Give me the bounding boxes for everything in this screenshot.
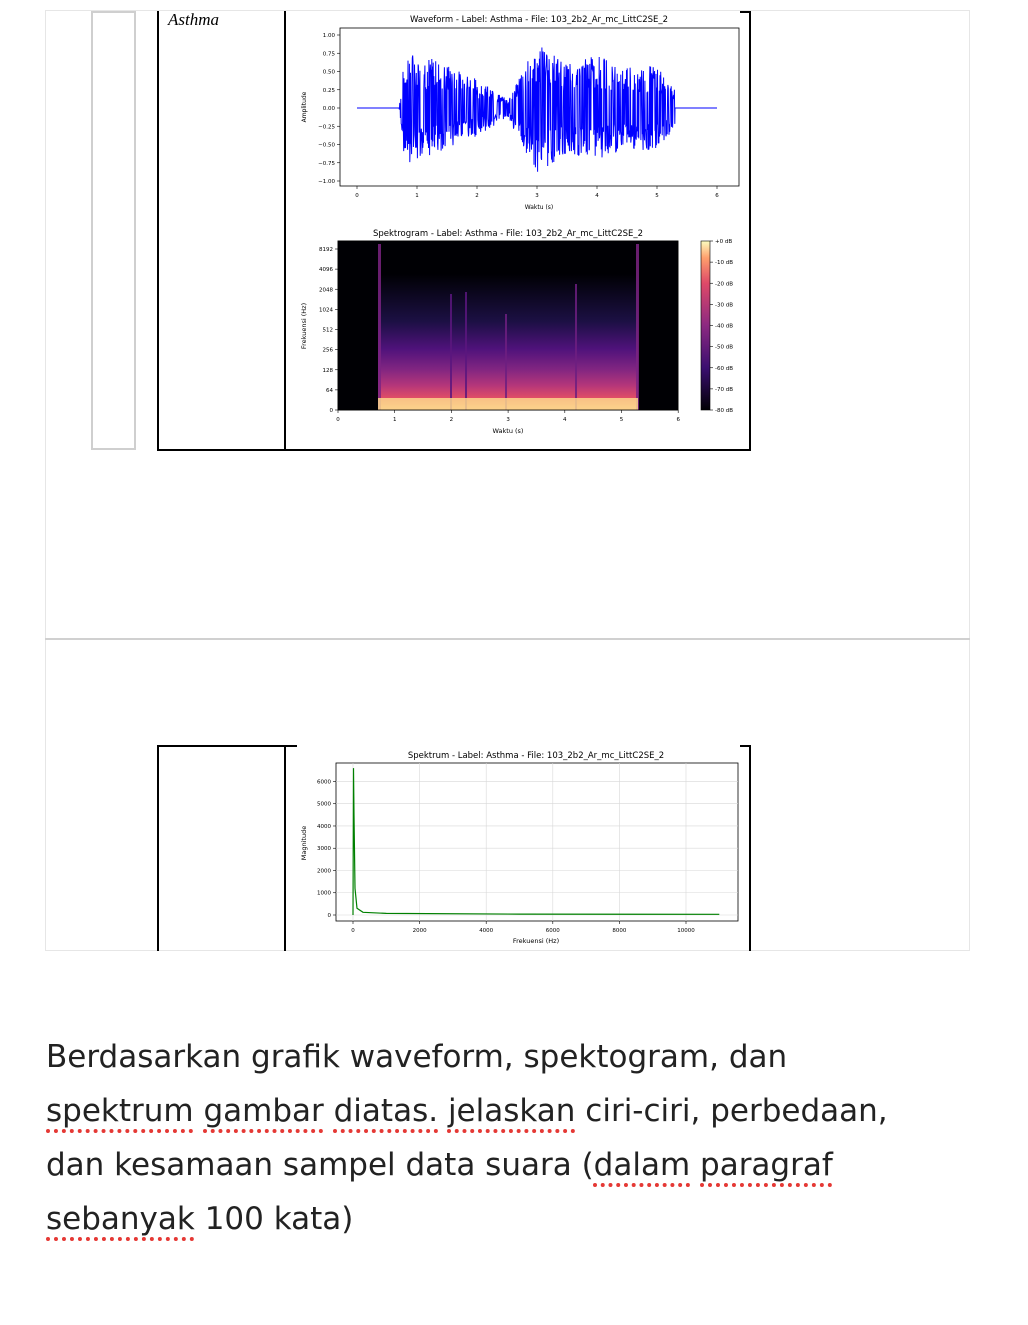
axis-label: Waktu (s) (492, 427, 524, 435)
table-border (157, 745, 159, 951)
misspelled-word[interactable]: jelaskan (447, 1093, 576, 1129)
x-axis-tick-label: 2 (475, 193, 479, 199)
question-fragment: dan kesamaan sampel data suara ( (46, 1147, 594, 1183)
colorbar-tick-label: -40 dB (715, 323, 733, 330)
axis-label: Amplitude (301, 91, 308, 123)
x-axis-tick-label: 6000 (545, 928, 560, 934)
y-axis-tick-label: 256 (322, 347, 333, 354)
y-axis-tick-label: 0.75 (322, 51, 335, 58)
x-axis-tick-label: 1 (392, 417, 397, 423)
spectrogram-active-region (378, 274, 638, 410)
y-axis-tick-label: 8192 (319, 247, 333, 253)
misspelled-word[interactable]: paragraf (700, 1147, 833, 1183)
x-axis-tick-label: 3 (535, 193, 539, 199)
y-axis-tick-label: 1.00 (322, 33, 335, 39)
spectrogram-streak (465, 292, 467, 410)
spectrogram-streak (450, 294, 452, 410)
page-divider (45, 638, 970, 640)
x-axis-tick-label: 0 (351, 928, 355, 934)
colorbar-tick-label: -10 dB (715, 260, 733, 267)
question-fragment: 100 kata) (194, 1201, 354, 1237)
y-axis-tick-label: 3000 (317, 846, 331, 853)
question-text (46, 1030, 986, 1246)
y-axis-tick-label: 4096 (319, 267, 333, 274)
chart-title: Waveform - Label: Asthma - File: 103_2b2_Ar_mc_LittC2SE_2 (409, 15, 669, 25)
x-axis-tick-label: 10000 (677, 928, 695, 934)
colorbar-tick-label: -80 dB (715, 408, 733, 414)
misspelled-word[interactable]: gambar (203, 1093, 324, 1129)
y-axis-tick-label: −0.75 (318, 160, 335, 167)
x-axis-tick-label: 5 (619, 417, 624, 423)
spectrum-chart (290, 745, 750, 950)
colorbar-tick-label: -50 dB (715, 344, 733, 351)
spectrogram-streak (575, 284, 577, 410)
y-axis-tick-label: 0 (327, 913, 331, 919)
x-axis-tick-label: 4000 (479, 928, 494, 934)
colorbar-tick-label: -20 dB (715, 281, 733, 288)
y-axis-tick-label: 64 (326, 387, 333, 394)
table-border (157, 449, 751, 451)
x-axis-tick-label: 3 (506, 417, 510, 423)
y-axis-tick-label: −0.25 (318, 124, 335, 131)
chart-title: Spektrum - Label: Asthma - File: 103_2b2_Ar_mc_LittC2SE_2 (407, 751, 665, 761)
row-label: Asthma (168, 10, 219, 29)
spectrogram-streak (636, 244, 639, 410)
y-axis-tick-label: 0.25 (322, 87, 335, 94)
x-axis-tick-label: 0 (355, 193, 359, 199)
axis-label: Frekuensi (Hz) (512, 937, 560, 945)
y-axis-tick-label: 0 (329, 408, 333, 414)
y-axis-tick-label: 0.50 (322, 69, 335, 76)
chart-title: Spektrogram - Label: Asthma - File: 103_2b2_Ar_mc_LittC2SE_2 (372, 229, 644, 239)
spectrogram-streak (378, 244, 381, 410)
waveform-chart (290, 12, 750, 212)
y-axis-tick-label: 6000 (317, 779, 331, 786)
colorbar-tick-label: -60 dB (715, 365, 733, 372)
x-axis-tick-label: 1 (415, 193, 419, 199)
x-axis-tick-label: 8000 (612, 928, 627, 934)
axis-label: Magnitude (300, 825, 308, 861)
table-border (157, 11, 159, 451)
y-axis-tick-label: 2048 (319, 287, 333, 294)
spectrogram-streak (505, 314, 507, 410)
y-axis-tick-label: 512 (322, 327, 333, 334)
spectrogram-lowband (378, 398, 638, 410)
table-gray-cell (91, 11, 136, 450)
y-axis-tick-label: 4000 (317, 823, 331, 830)
x-axis-tick-label: 2000 (412, 928, 427, 934)
y-axis-tick-label: 2000 (317, 868, 331, 875)
colorbar (701, 241, 710, 410)
colorbar-tick-label: +0 dB (715, 239, 733, 245)
y-axis-tick-label: 5000 (317, 801, 331, 808)
x-axis-tick-label: 4 (563, 417, 567, 423)
x-axis-tick-label: 4 (595, 193, 599, 199)
colorbar-tick-label: -70 dB (715, 386, 733, 393)
table-border (157, 745, 297, 747)
axis-label: Frekuensi (Hz) (300, 302, 308, 350)
y-axis-tick-label: −1.00 (318, 179, 335, 185)
x-axis-tick-label: 5 (655, 193, 659, 199)
y-axis-tick-label: 1024 (319, 307, 333, 314)
colorbar-tick-label: -30 dB (715, 302, 733, 309)
x-axis-tick-label: 6 (676, 417, 680, 423)
y-axis-tick-label: 128 (322, 367, 333, 374)
y-axis-tick-label: −0.50 (318, 142, 335, 149)
x-axis-tick-label: 0 (336, 417, 340, 423)
spectrogram-chart (290, 224, 750, 440)
x-axis-tick-label: 2 (449, 417, 454, 423)
axis-label: Waktu (s) (524, 204, 554, 211)
y-axis-tick-label: 0.00 (322, 106, 335, 112)
x-axis-tick-label: 6 (715, 193, 719, 199)
misspelled-word[interactable]: diatas. (333, 1093, 439, 1129)
table-border (284, 11, 286, 451)
misspelled-word[interactable]: spektrum (46, 1093, 194, 1129)
misspelled-word[interactable]: dalam (593, 1147, 691, 1183)
y-axis-tick-label: 1000 (317, 890, 331, 897)
question-fragment: ciri-ciri, perbedaan, (575, 1093, 888, 1129)
misspelled-word[interactable]: sebanyak (46, 1201, 195, 1237)
question-line: Berdasarkan grafik waveform, spektogram, dan (46, 1039, 788, 1075)
table-border (284, 745, 286, 951)
